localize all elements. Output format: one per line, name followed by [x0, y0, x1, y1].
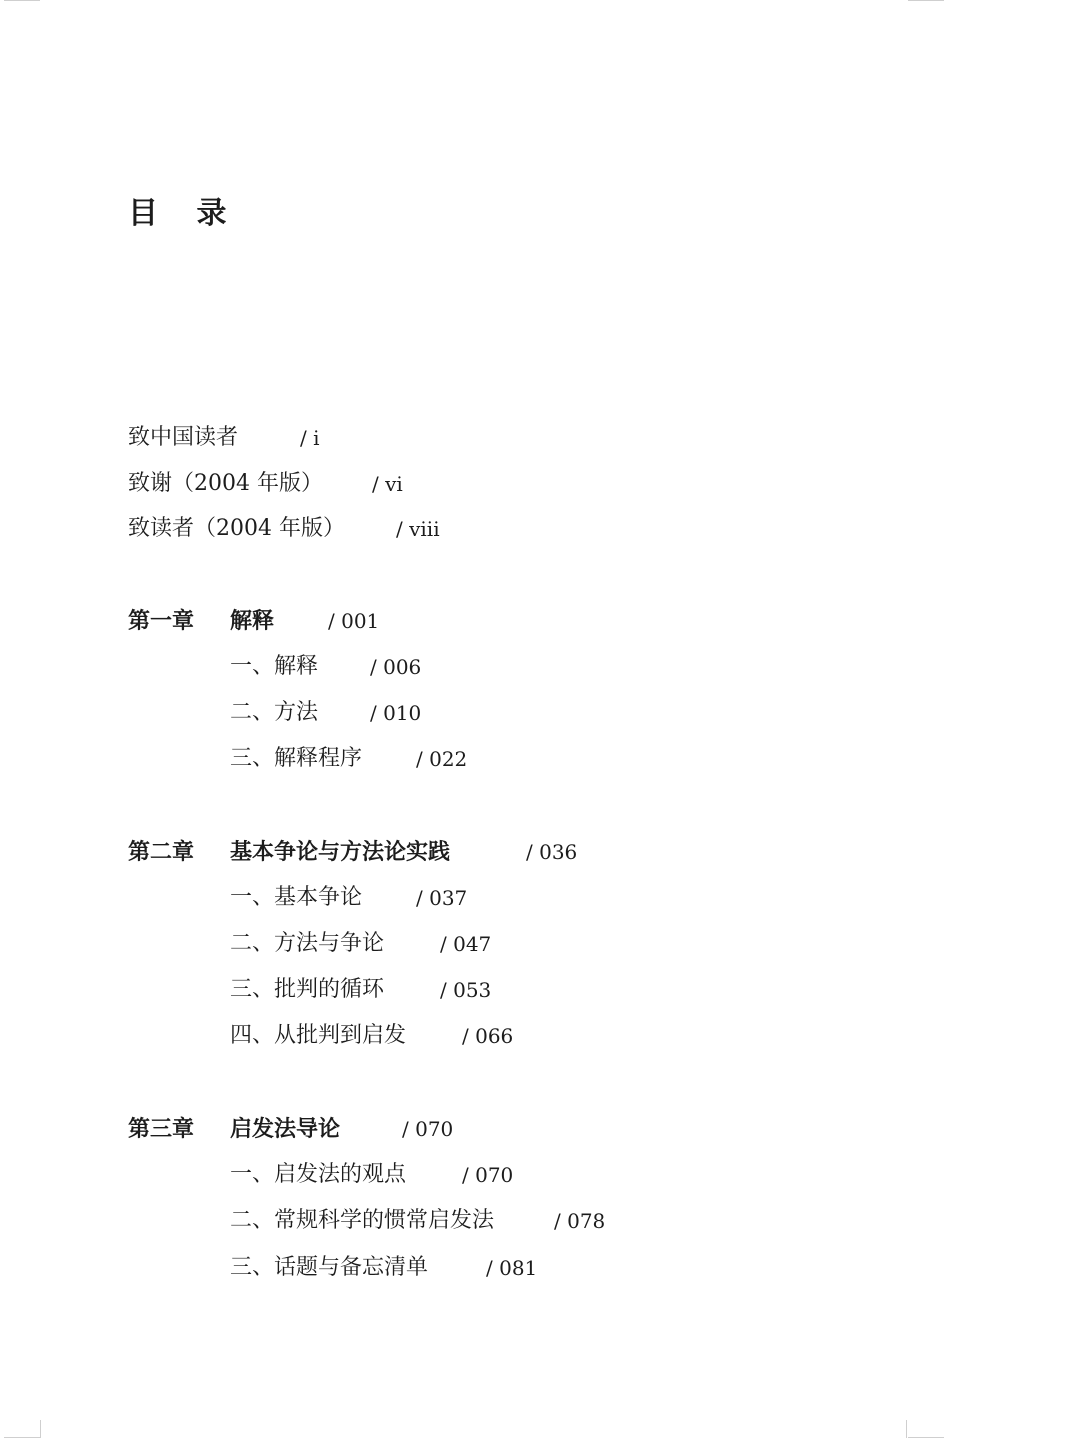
crop-mark-top-right	[908, 0, 944, 1]
toc-entry-page: / vi	[372, 472, 403, 496]
section-label: 一、基本争论	[230, 885, 363, 910]
section-page: / 037	[416, 886, 468, 910]
section-label: 一、启发法的观点	[230, 1162, 407, 1187]
section-label: 三、批判的循环	[230, 977, 385, 1002]
toc-entry-page: / i	[300, 426, 320, 450]
section-label: 三、话题与备忘清单	[230, 1255, 429, 1280]
crop-mark-bottom-right-vertical	[906, 1420, 907, 1438]
crop-mark-top-left	[4, 0, 40, 1]
section-page: / 010	[370, 701, 422, 725]
section-page: / 047	[440, 932, 492, 956]
chapter-number: 第一章	[128, 608, 195, 634]
section-page: / 022	[416, 747, 468, 771]
chapter-title: 解释	[230, 608, 275, 634]
chapter-number: 第二章	[128, 839, 195, 865]
section-label: 二、方法与争论	[230, 931, 385, 956]
section-label: 二、方法	[230, 700, 319, 725]
toc-entry-label: 致读者（2004 年版）	[128, 516, 345, 541]
crop-mark-bottom-left-vertical	[40, 1420, 41, 1438]
page-title: 目 录	[128, 196, 241, 231]
section-page: / 066	[462, 1024, 514, 1048]
crop-mark-bottom-right	[908, 1437, 944, 1438]
section-page: / 078	[554, 1209, 606, 1233]
section-page: / 053	[440, 978, 492, 1002]
chapter-page: / 036	[526, 840, 578, 864]
section-label: 一、解释	[230, 654, 319, 679]
chapter-page: / 070	[402, 1117, 454, 1141]
section-page: / 006	[370, 655, 422, 679]
chapter-number: 第三章	[128, 1116, 195, 1142]
section-page: / 081	[486, 1256, 538, 1280]
toc-entry-page: / viii	[396, 517, 440, 541]
chapter-page: / 001	[328, 609, 380, 633]
toc-entry-label: 致谢（2004 年版）	[128, 471, 323, 496]
chapter-title: 启发法导论	[230, 1116, 341, 1142]
section-label: 四、从批判到启发	[230, 1023, 407, 1048]
chapter-title: 基本争论与方法论实践	[230, 839, 451, 865]
section-label: 二、常规科学的惯常启发法	[230, 1208, 495, 1233]
toc-entry-label: 致中国读者	[128, 425, 239, 450]
section-page: / 070	[462, 1163, 514, 1187]
crop-mark-bottom-left	[4, 1437, 40, 1438]
section-label: 三、解释程序	[230, 746, 363, 771]
